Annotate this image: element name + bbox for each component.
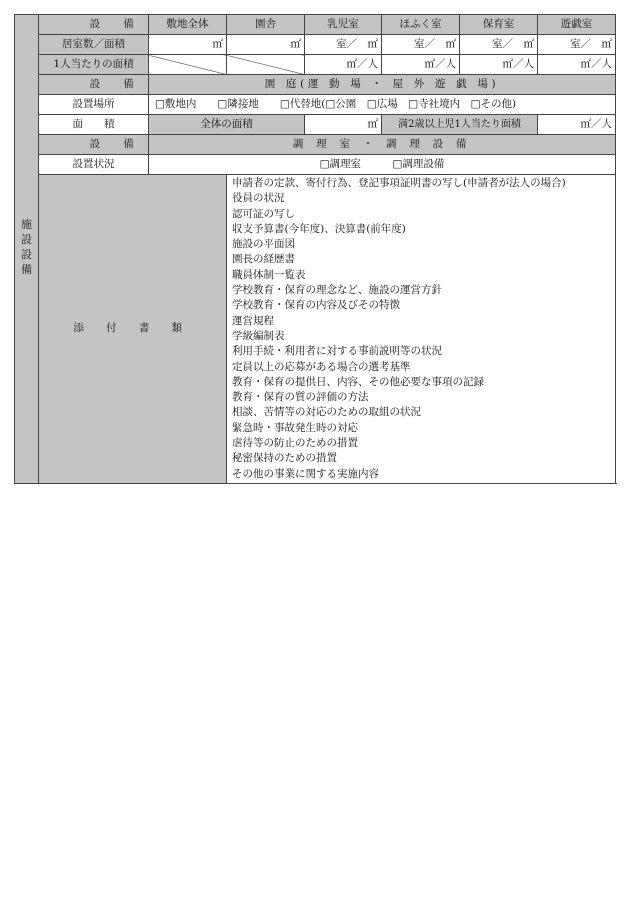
side-label-cell <box>15 15 39 484</box>
attachment-item: 申請者の定款、寄付行為、登記事項証明書の写し(申請者が法人の場合) <box>232 177 566 189</box>
attachment-item: 教育・保育の提供日、内容、その他必要な事項の記録 <box>232 375 484 388</box>
per-person-nursery[interactable]: ㎡／人 <box>460 55 538 75</box>
cooking-title: 調 理 室 ・ 調 理 設 備 <box>149 135 616 155</box>
attachment-item: 役員の状況 <box>232 192 285 205</box>
facility-header-label: 設 備 <box>39 15 149 35</box>
attachments-label-cell <box>39 175 227 484</box>
diagonal-cell-site <box>149 55 227 75</box>
attachment-item: 施設の平面図 <box>232 238 295 251</box>
cooking-status-label: 設置状況 <box>39 155 149 175</box>
attachment-item: 職員体制一覧表 <box>232 268 306 281</box>
room-area-nursery[interactable]: 室／ ㎡ <box>460 35 538 55</box>
garden-header-row <box>15 75 616 95</box>
total-area-label: 全体の面積 <box>149 115 305 135</box>
per-person-playroom[interactable]: ㎡／人 <box>538 55 616 75</box>
garden-title: 園 庭(運 動 場 ・ 屋 外 遊 戯 場) <box>149 75 616 95</box>
room-area-crawling[interactable]: 室／ ㎡ <box>382 35 460 55</box>
attachment-item: 定員以上の応募がある場合の選考基準 <box>232 360 411 373</box>
cooking-status-row <box>15 155 616 175</box>
garden-location-label: 設置場所 <box>39 95 149 115</box>
col-building: 園舎 <box>227 15 305 35</box>
per-person-infant[interactable]: ㎡／人 <box>305 55 382 75</box>
attachment-item: 秘密保持のための措置 <box>232 452 337 465</box>
per-person-label: 1人当たりの面積 <box>39 55 149 75</box>
attachment-item: 学校教育・保育の内容及びその特徴 <box>232 299 400 312</box>
attachments-list <box>227 175 616 484</box>
room-area-site[interactable]: ㎡ <box>149 35 227 55</box>
attachment-item: 学校教育・保育の理念など、施設の運営方針 <box>232 284 442 297</box>
attachment-item: 教育・保育の質の評価の方法 <box>232 391 369 404</box>
attachments-row <box>15 175 616 484</box>
per-person-crawling[interactable]: ㎡／人 <box>382 55 460 75</box>
attachment-item: 運営規程 <box>232 314 274 327</box>
attachment-item: 収支予算書(今年度)、決算書(前年度) <box>232 222 406 235</box>
garden-header-label: 設 備 <box>39 75 149 95</box>
facility-table <box>14 14 616 484</box>
room-area-row <box>15 35 616 55</box>
side-label: 施設設備 <box>21 218 32 277</box>
attachment-item: 学級編制表 <box>232 329 285 342</box>
facility-form <box>14 14 615 484</box>
attachment-item: 園長の経歴書 <box>232 253 295 266</box>
garden-area-label: 面 積 <box>39 115 149 135</box>
col-infant-room: 乳児室 <box>305 15 382 35</box>
attachment-item: 虐待等の防止のための措置 <box>232 437 358 450</box>
col-nursery-room: 保育室 <box>460 15 538 35</box>
attachment-item: その他の事業に関する実施内容 <box>232 467 379 480</box>
attachment-item: 緊急時・事故発生時の対応 <box>232 421 358 434</box>
facility-header-row <box>15 15 616 35</box>
col-playroom: 遊戯室 <box>538 15 616 35</box>
attachment-item: 利用手続・利用者に対する事前説明等の状況 <box>232 345 442 358</box>
room-area-playroom[interactable]: 室／ ㎡ <box>538 35 616 55</box>
room-area-label: 居室数／面積 <box>39 35 149 55</box>
cooking-header-row <box>15 135 616 155</box>
diagonal-cell-building <box>227 55 305 75</box>
per-child-area-value[interactable]: ㎡／人 <box>538 115 616 135</box>
cooking-header-label: 設 備 <box>39 135 149 155</box>
room-area-infant[interactable]: 室／ ㎡ <box>305 35 382 55</box>
attachment-item: 認可証の写し <box>232 207 295 220</box>
cooking-options[interactable]: □調理室 □調理設備 <box>149 155 616 175</box>
attachment-item: 相談、苦情等の対応のための取組の状況 <box>232 406 421 419</box>
garden-area-row <box>15 115 616 135</box>
col-crawling-room: ほふく室 <box>382 15 460 35</box>
per-person-row <box>15 55 616 75</box>
per-child-area-label: 満2歳以上児1人当たり面積 <box>382 115 538 135</box>
garden-location-row <box>15 95 616 115</box>
total-area-value[interactable]: ㎡ <box>305 115 382 135</box>
col-site-total: 敷地全体 <box>149 15 227 35</box>
attachments-label: 添 付 書 類 <box>73 322 192 335</box>
garden-location-options[interactable]: □敷地内 □隣接地 □代替地(□公園 □広場 □寺社境内 □その他) <box>149 95 616 115</box>
room-area-building[interactable]: ㎡ <box>227 35 305 55</box>
